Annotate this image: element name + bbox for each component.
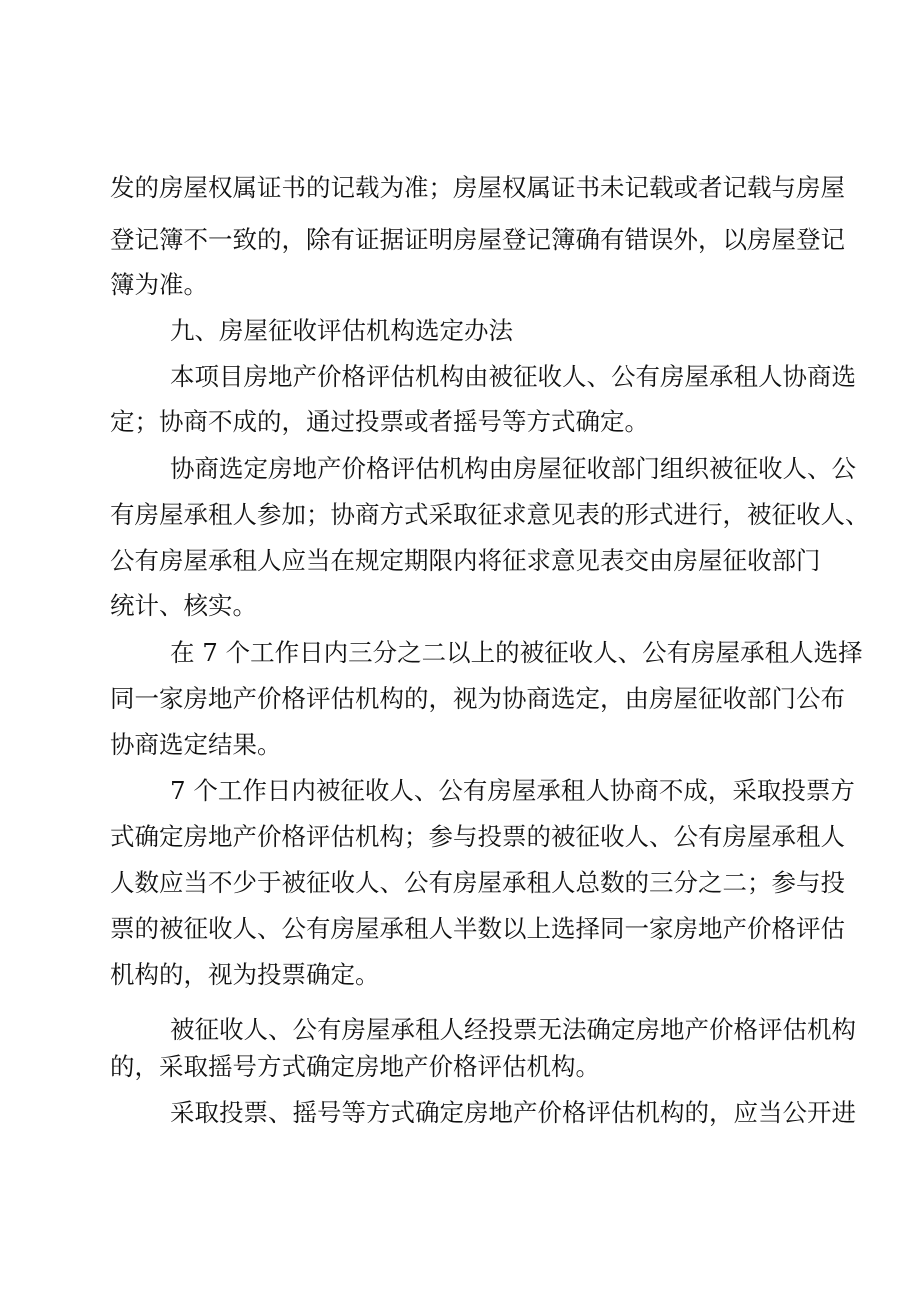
- paragraph-5-line-3: 人数应当不少于被征收人、公有房屋承租人总数的三分之二；参与投: [110, 868, 845, 897]
- paragraph-4-line-1: 在 7 个工作日内三分之二以上的被征收人、公有房屋承租人选择: [170, 638, 863, 667]
- paragraph-6-line-1: 被征收人、公有房屋承租人经投票无法确定房地产价格评估机构: [170, 1015, 856, 1044]
- paragraph-5-line-4: 票的被征收人、公有房屋承租人半数以上选择同一家房地产价格评估: [110, 914, 845, 943]
- paragraph-4-line-2: 同一家房地产价格评估机构的，视为协商选定，由房屋征收部门公布: [110, 684, 845, 713]
- paragraph-4-line-3: 协商选定结果。: [110, 730, 282, 759]
- paragraph-2-line-2: 定；协商不成的，通过投票或者摇号等方式确定。: [110, 407, 649, 436]
- paragraph-6-line-2: 的，采取摇号方式确定房地产价格评估机构。: [110, 1052, 600, 1081]
- section-heading: 九、房屋征收评估机构选定办法: [170, 316, 513, 345]
- paragraph-1-line-3: 簿为准。: [110, 270, 208, 299]
- paragraph-5-line-1: 7 个工作日内被征收人、公有房屋承租人协商不成，采取投票方: [170, 776, 855, 805]
- paragraph-5-line-2: 式确定房地产价格评估机构；参与投票的被征收人、公有房屋承租人: [110, 822, 845, 851]
- paragraph-1-line-2: 登记簿不一致的，除有证据证明房屋登记簿确有错误外，以房屋登记: [110, 225, 845, 254]
- paragraph-1-line-1: 发的房屋权属证书的记载为准；房屋权属证书未记载或者记载与房屋: [110, 173, 845, 202]
- paragraph-2-line-1: 本项目房地产价格评估机构由被征收人、公有房屋承租人协商选: [170, 362, 856, 391]
- paragraph-3-line-2: 有房屋承租人参加；协商方式采取征求意见表的形式进行，被征收人、: [110, 500, 870, 529]
- paragraph-3-line-1: 协商选定房地产价格评估机构由房屋征收部门组织被征收人、公: [170, 454, 856, 483]
- paragraph-3-line-3: 公有房屋承租人应当在规定期限内将征求意见表交由房屋征收部门: [110, 546, 821, 575]
- paragraph-7-line-1: 采取投票、摇号等方式确定房地产价格评估机构的，应当公开进: [170, 1098, 856, 1127]
- paragraph-5-line-5: 机构的，视为投票确定。: [110, 960, 380, 989]
- paragraph-3-line-4: 统计、核实。: [110, 591, 257, 620]
